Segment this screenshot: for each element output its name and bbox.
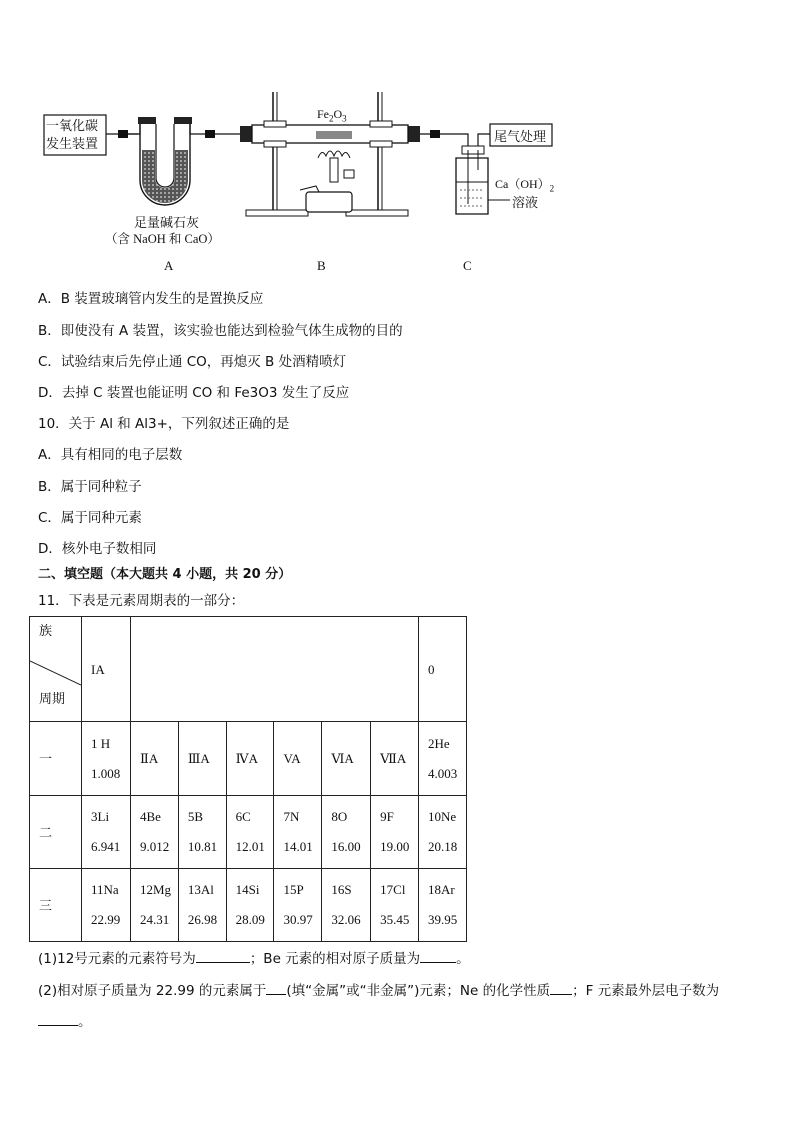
element-symbol: 11Na: [91, 882, 119, 897]
element-cell: [226, 796, 274, 869]
element-mass: 16.00: [331, 839, 361, 854]
element-mass: 28.09: [235, 912, 265, 927]
element-symbol: 18Ar: [428, 882, 455, 897]
group-0-header: 0: [419, 617, 467, 722]
element-cell: [371, 722, 419, 796]
element-cell: [82, 722, 131, 796]
q11-sub2-text-d: 。: [78, 1014, 92, 1030]
element-cell: [226, 722, 274, 796]
element-symbol: 4Be: [140, 809, 161, 824]
glass-tube-fe2o3: [240, 121, 420, 147]
q9-option-b: B．即使没有 A 装置，该实验也能达到检验气体生成物的目的: [38, 323, 403, 339]
corner-period-label: 周期: [39, 691, 66, 706]
element-symbol: ⅣA: [235, 750, 259, 766]
co-generator-label: [46, 117, 98, 153]
q11-sub2-text-c: ；F 元素最外层电子数为: [572, 983, 720, 999]
element-symbol: 10Ne: [428, 809, 457, 824]
answer-blank-1[interactable]: [196, 950, 250, 963]
table-row: [30, 722, 467, 796]
answer-blank-3[interactable]: [266, 982, 286, 995]
element-mass: 19.00: [380, 839, 410, 854]
element-cell: [419, 869, 467, 942]
solution-label: 溶液: [512, 195, 539, 210]
section2-title: 二、填空题（本大题共 4 小题，共 20 分）: [38, 567, 292, 582]
element-cell: [419, 722, 467, 796]
element-mass: 30.97: [283, 912, 313, 927]
element-cell: [371, 796, 419, 869]
element-cell: [178, 796, 226, 869]
q10-option-d: D．核外电子数相同: [38, 541, 157, 557]
soda-lime-note: （含 NaOH 和 CaO）: [105, 232, 220, 246]
element-cell: [322, 796, 371, 869]
element-symbol: 13Al: [187, 882, 214, 897]
element-cell: [131, 869, 179, 942]
apparatus-letter-a: A: [164, 258, 174, 273]
table-corner-cell: [30, 617, 82, 722]
apparatus-letter-c: C: [463, 258, 472, 273]
soda-lime-label: 足量碱石灰: [134, 215, 200, 230]
element-mass: 4.003: [428, 765, 458, 781]
element-cell: [419, 796, 467, 869]
answer-blank-5[interactable]: [38, 1013, 78, 1026]
q10-option-a: A．具有相同的电子层数: [38, 447, 183, 463]
u-tube-soda-lime: [138, 117, 192, 205]
q10-option-b: B．属于同种粒子: [38, 479, 142, 495]
element-symbol: 8O: [331, 809, 348, 824]
element-mass: 10.81: [187, 839, 218, 854]
element-cell: [82, 869, 131, 942]
q11-sub1-text-c: 。: [456, 951, 470, 967]
alcohol-blast-lamp: [300, 151, 354, 212]
table-row: [30, 796, 467, 869]
answer-blank-2[interactable]: [420, 950, 456, 963]
co-generator-line1: 一氧化碳: [46, 118, 99, 133]
element-mass: 32.06: [331, 912, 361, 927]
element-cell: [322, 869, 371, 942]
element-cell: [131, 722, 179, 796]
period-label-cell: 三: [30, 869, 82, 942]
element-symbol: ⅢA: [187, 750, 210, 766]
period-label-cell: 二: [30, 796, 82, 869]
element-mass: 12.01: [235, 839, 265, 854]
element-symbol: 6C: [235, 809, 251, 824]
element-symbol: ⅡA: [140, 750, 159, 766]
q11-sub1-text-b: ；Be 元素的相对原子质量为: [249, 951, 421, 967]
element-cell: [131, 796, 179, 869]
q10-option-c: C．属于同种元素: [38, 510, 142, 526]
answer-blank-4[interactable]: [550, 982, 572, 995]
element-symbol: 5B: [187, 809, 203, 824]
periodic-table: [29, 616, 467, 942]
co-generator-line2: 发生装置: [46, 136, 99, 151]
element-cell: [82, 796, 131, 869]
element-symbol: 12Mg: [140, 882, 172, 897]
q9-option-d: D．去掉 C 装置也能证明 CO 和 Fe3O3 发生了反应: [38, 385, 350, 401]
q11-sub2-text-b: (填“金属”或“非金属”)元素；Ne 的化学性质: [286, 983, 551, 999]
element-cell: [274, 796, 322, 869]
element-mass: 24.31: [140, 912, 170, 927]
element-cell: [178, 722, 226, 796]
element-symbol: 1 H: [91, 735, 111, 751]
element-symbol: ⅥA: [331, 750, 354, 766]
q9-option-c: C．试验结束后先停止通 CO，再熄灭 B 处酒精喷灯: [38, 354, 347, 370]
element-mass: 22.99: [91, 912, 121, 927]
element-mass: 9.012: [140, 839, 170, 854]
ca-oh-label: $Ca(OH)_2$: [495, 177, 555, 194]
corner-group-label: 族: [39, 623, 53, 638]
table-header-row: [30, 617, 467, 722]
table-row: [30, 869, 467, 942]
q11-sub1: [38, 950, 470, 968]
element-cell: [226, 869, 274, 942]
element-cell: [274, 869, 322, 942]
q11-stem: 11．下表是元素周期表的一部分：: [38, 593, 245, 609]
q11-sub1-text-a: (1)12号元素的元素符号为: [38, 951, 196, 967]
element-cell: [322, 722, 371, 796]
element-symbol: ⅦA: [380, 750, 407, 766]
group-ia-header: IA: [82, 617, 131, 722]
q11-sub2-cont: [38, 1013, 92, 1031]
element-symbol: 3Li: [91, 809, 110, 824]
apparatus-letter-b: B: [317, 258, 326, 273]
element-mass: 6.941: [91, 839, 121, 854]
period-label-cell: 一: [30, 722, 82, 796]
element-cell: [371, 869, 419, 942]
element-mass: 39.95: [428, 912, 458, 927]
element-symbol: VA: [283, 750, 301, 766]
element-mass: 1.008: [91, 765, 121, 781]
tail-gas-label: 尾气处理: [494, 129, 547, 144]
element-mass: 20.18: [428, 839, 458, 854]
fe2o3-label: $Fe_2O_3$: [317, 107, 347, 124]
element-cell: [274, 722, 322, 796]
q11-sub2-text-a: (2)相对原子质量为 22.99 的元素属于: [38, 983, 267, 999]
element-cell: [178, 869, 226, 942]
element-mass: 14.01: [283, 839, 313, 854]
element-symbol: 16S: [331, 882, 352, 897]
element-symbol: 14Si: [235, 882, 260, 897]
element-symbol: 2He: [428, 735, 450, 751]
element-symbol: 15P: [283, 882, 304, 897]
q9-option-a: A．B 装置玻璃管内发生的是置换反应: [38, 291, 264, 307]
element-symbol: 7N: [283, 809, 300, 824]
header-empty-span: [131, 617, 419, 722]
element-mass: 26.98: [187, 912, 218, 927]
element-symbol: 17Cl: [380, 882, 406, 897]
element-symbol: 9F: [380, 809, 394, 824]
q10-stem: 10．关于 Al 和 Al3+，下列叙述正确的是: [38, 416, 290, 432]
q11-sub2: [38, 982, 719, 1000]
element-mass: 35.45: [380, 912, 410, 927]
